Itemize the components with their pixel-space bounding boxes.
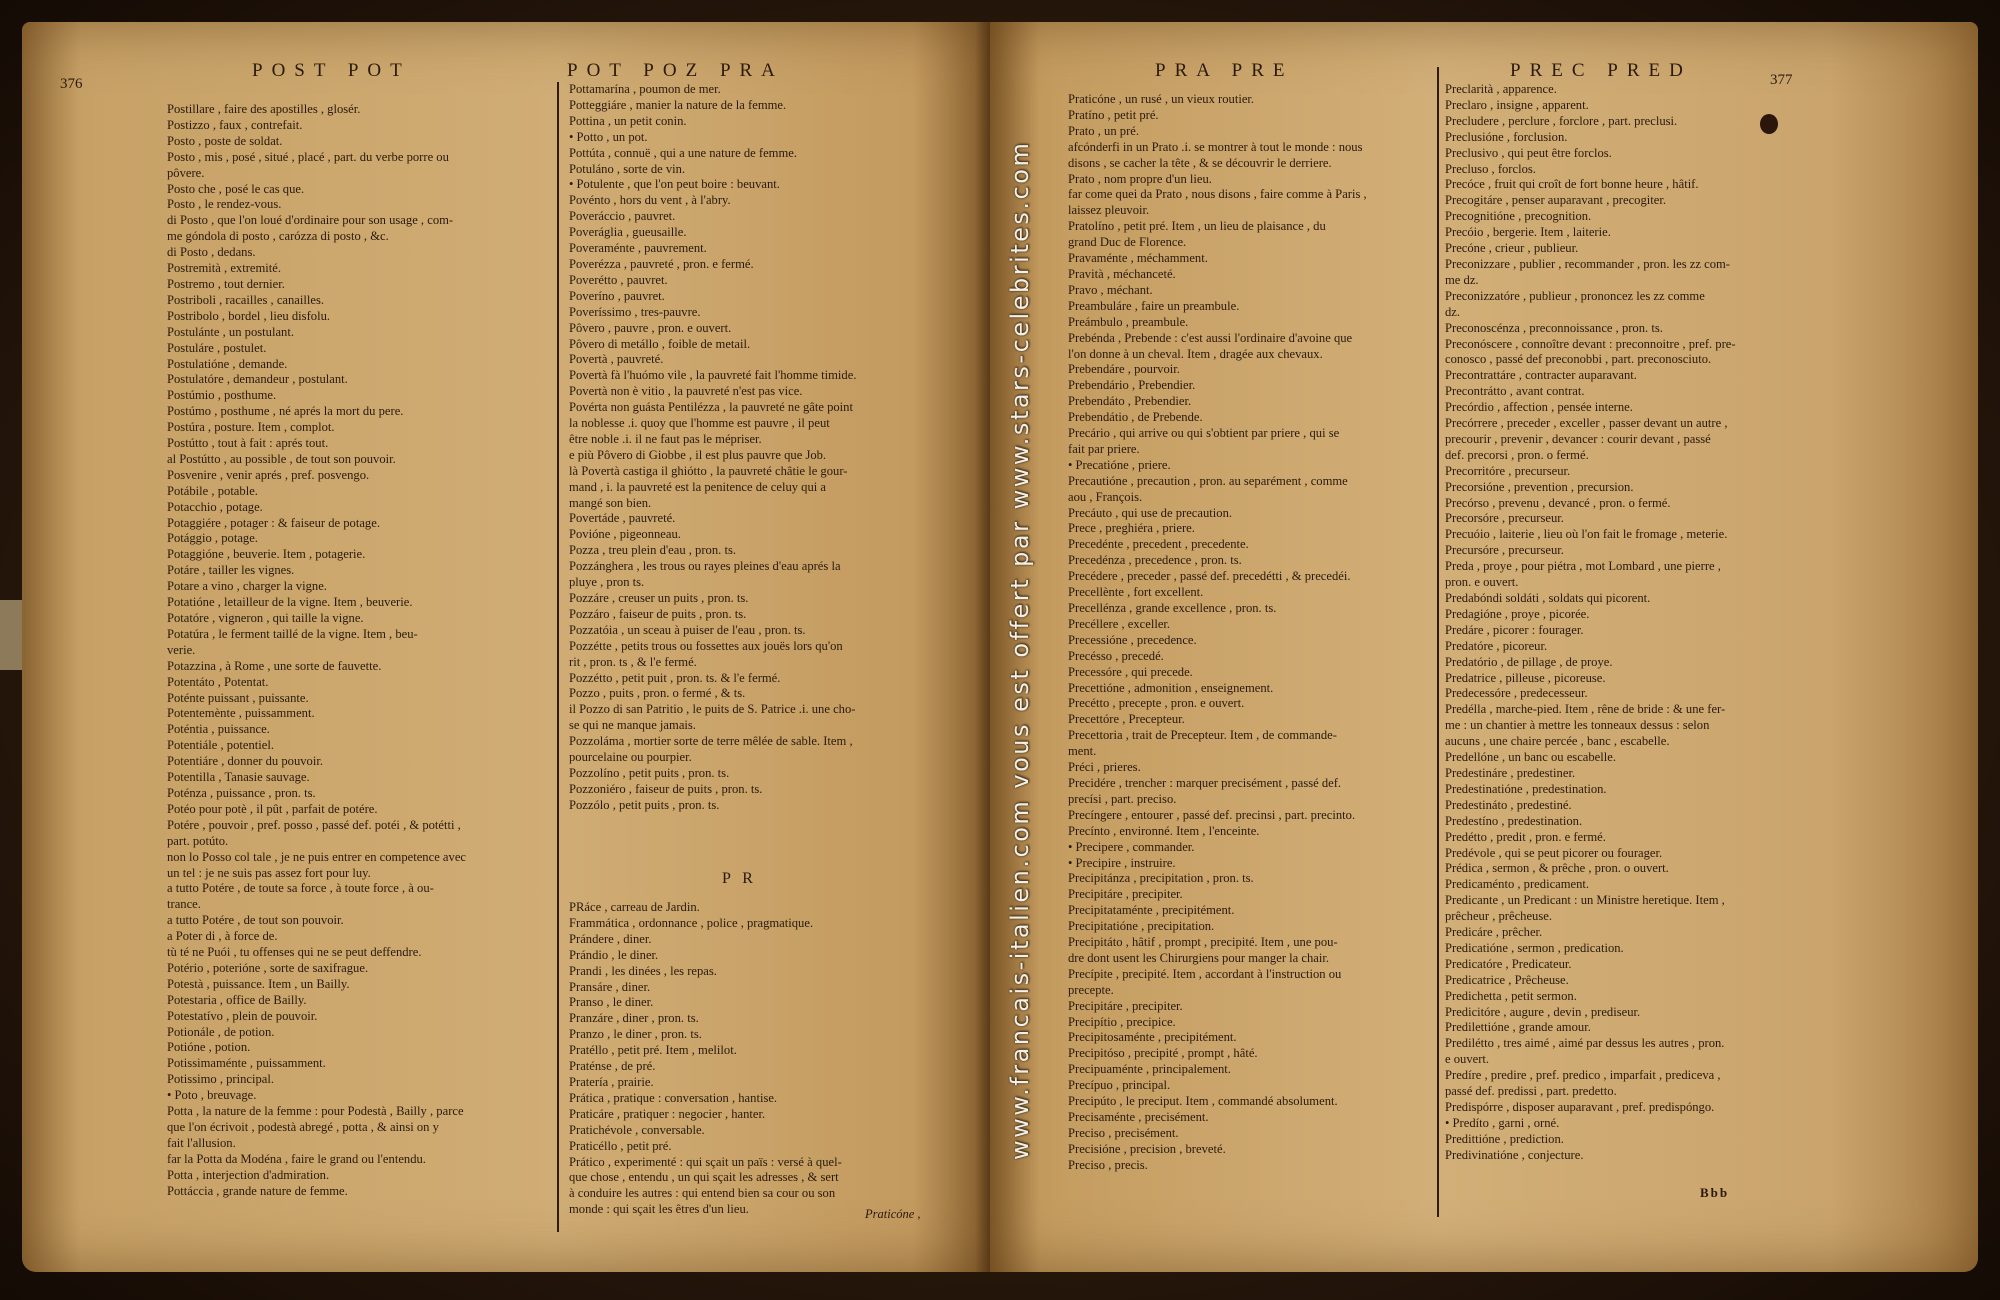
dictionary-entry: Potentiále , potentiel. — [167, 738, 275, 753]
dictionary-entry: à conduire les autres : qui entend bien sa cour ou son — [569, 1186, 836, 1201]
entries-column — [1068, 92, 1468, 1174]
dictionary-entry: Preconóscere , connoître devant : preconnoitre , pref. pre- — [1445, 336, 1736, 351]
dictionary-entry: Pozzoláma , mortier sorte de terre mêlée de sable. Item , — [569, 734, 853, 749]
running-head-right: POT POZ PRA — [567, 60, 784, 81]
dictionary-entry: Pravaménte , méchamment. — [1068, 251, 1208, 266]
dictionary-entry: a tutto Potére , de toute sa force , à toute force , à ou- — [167, 881, 434, 896]
running-head-right: PREC PRED — [1510, 60, 1692, 81]
dictionary-entry: Prático , experimenté : qui sçait un païs : versé à quel- — [569, 1154, 842, 1169]
page-number: 377 — [1770, 72, 1793, 88]
dictionary-entry: Precautióne , precaution , pron. au separément , comme — [1068, 473, 1348, 488]
dictionary-entry: Potazzina , à Rome , une sorte de fauvette. — [167, 658, 382, 673]
dictionary-entry: Predétto , predit , pron. e fermé. — [1445, 829, 1606, 844]
dictionary-entry: Potággio , potage. — [167, 531, 258, 546]
dictionary-entry: Prandi , les dinées , les repas. — [569, 963, 717, 978]
running-head-left: POST POT — [252, 60, 411, 81]
dictionary-entry: Precessóre , qui precede. — [1068, 664, 1193, 679]
dictionary-entry: Precorsióne , prevention , precursion. — [1445, 479, 1634, 494]
dictionary-entry: Predévole , qui se peut picorer ou fourager. — [1445, 845, 1663, 860]
dictionary-entry: Precésso , precedé. — [1068, 648, 1164, 663]
dictionary-entry: Predicáre , prêcher. — [1445, 925, 1543, 940]
dictionary-entry: Pratíno , petit pré. — [1068, 107, 1159, 122]
dictionary-entry: Precuóio , laiterie , lieu où l'on fait le fromage , meterie. — [1445, 527, 1728, 542]
dictionary-entry: que chose , entendu , un qui sçait les adresses , & sert — [569, 1170, 839, 1185]
dictionary-entry: Prato , un pré. — [1068, 123, 1139, 138]
dictionary-entry: Posvenire , venir aprés , pref. posvengo. — [167, 467, 370, 482]
dictionary-entry: Poveríssimo , tres-pauvre. — [569, 304, 701, 319]
dictionary-entry: monde : qui sçait les êtres d'un lieu. — [569, 1202, 749, 1217]
dictionary-entry: Precedénza , precedence , pron. ts. — [1068, 553, 1242, 568]
dictionary-entry: Precíngere , entourer , passé def. precinsi , part. precinto. — [1068, 807, 1356, 822]
dictionary-entry: Precludere , perclure , forclore , part. preclusi. — [1445, 113, 1678, 128]
dictionary-entry: Pratolíno , petit pré. Item , un lieu de plaisance , du — [1068, 219, 1326, 234]
dictionary-entry: Potéo pour potè , il pût , parfait de potére. — [167, 801, 378, 816]
dictionary-entry: aou , François. — [1068, 489, 1143, 504]
dictionary-entry: pourcelaine ou pourpier. — [569, 750, 692, 765]
dictionary-entry: Preconizzatóre , publieur , prononcez les zz comme — [1445, 288, 1705, 303]
dictionary-entry: Precípuo , principal. — [1068, 1078, 1171, 1093]
dictionary-entry: Precellènte , fort excellent. — [1068, 585, 1204, 600]
dictionary-entry: Postuláre , postulet. — [167, 340, 267, 355]
dictionary-entry: Preclusivo , qui peut être forclos. — [1445, 145, 1612, 160]
dictionary-entry: Precipítio , precipice. — [1068, 1014, 1176, 1029]
dictionary-entry: Prándio , le diner. — [569, 947, 659, 962]
dictionary-entry: Precidére , trencher : marquer precisément , passé def. — [1068, 775, 1342, 790]
dictionary-entry: Predittióne , prediction. — [1445, 1131, 1564, 1146]
dictionary-entry: Povertà fà l'huómo vile , la pauvreté fait l'homme timide. — [569, 368, 857, 383]
dictionary-entry: l'on donne à un cheval. Item , dragée aux chevaux. — [1068, 346, 1323, 361]
dictionary-entry: Predestináto , predestiné. — [1445, 797, 1572, 812]
dictionary-entry: Prándere , diner. — [569, 931, 652, 946]
dictionary-entry: me dz. — [1445, 272, 1479, 287]
dictionary-entry: Precettióne , admonition , enseignement. — [1068, 680, 1274, 695]
dictionary-entry: laissez pleuvoir. — [1068, 203, 1150, 218]
dictionary-entry: Potáre , tailler les vignes. — [167, 563, 295, 578]
dictionary-entry: Precontrattáre , contracter auparavant. — [1445, 368, 1637, 383]
dictionary-entry: Prédica , sermon , & prêche , pron. o ouvert. — [1445, 861, 1669, 876]
dictionary-entry: Pransáre , diner. — [569, 979, 651, 994]
dictionary-entry: la noblesse .i. quoy que l'homme est pauvre , il peut — [569, 416, 830, 431]
dictionary-entry: pron. e ouvert. — [1445, 575, 1519, 590]
dictionary-entry: Precipitáre , precipiter. — [1068, 887, 1183, 902]
dictionary-entry: Pratería , prairie. — [569, 1074, 654, 1089]
dictionary-entry: Predichetta , petit sermon. — [1445, 988, 1577, 1003]
dictionary-entry: • Potto , un pot. — [569, 129, 648, 144]
catchword: Praticóne , — [865, 1207, 921, 1221]
dictionary-entry: Povertà , pauvreté. — [569, 352, 664, 367]
dictionary-entry: a Poter di , à force de. — [167, 929, 278, 944]
dictionary-entry: a tutto Potére , de tout son pouvoir. — [167, 913, 344, 928]
dictionary-entry: Potentemènte , puissamment. — [167, 706, 315, 721]
dictionary-entry: Predicatrice , Prêcheuse. — [1445, 972, 1569, 987]
dictionary-entry: Precluso , forclos. — [1445, 161, 1536, 176]
dictionary-entry: Precipitáto , hâtif , prompt , precipité. Item , une pou- — [1068, 935, 1338, 950]
dictionary-entry: Precipúto , le preciput. Item , commandé absolument. — [1068, 1094, 1338, 1109]
dictionary-entry: non lo Posso col tale , je ne puis entrer en competence avec — [167, 849, 466, 864]
dictionary-entry: Potestatívo , plein de pouvoir. — [167, 1008, 318, 1023]
dictionary-entry: Precórdio , affection , pensée interne. — [1445, 400, 1633, 415]
dictionary-entry: Predestinatióne , predestination. — [1445, 781, 1607, 796]
dictionary-entry: trance. — [167, 897, 201, 912]
dictionary-entry: Potentáto , Potentat. — [167, 674, 269, 689]
dictionary-entry: Postillare , faire des apostilles , glosér. — [167, 102, 361, 116]
dictionary-entry: di Posto , dedans. — [167, 245, 256, 260]
dictionary-entry: Pozzo , puits , pron. o fermé , & ts. — [569, 686, 746, 701]
entries-column — [167, 102, 552, 1200]
dictionary-entry: Precellénza , grande excellence , pron. ts. — [1068, 601, 1277, 615]
dictionary-entry: Prebendáto , Prebendier. — [1068, 394, 1192, 409]
dictionary-entry: Prebénda , Prebende : c'est aussi l'ordinaire d'avoine que — [1068, 330, 1353, 345]
dictionary-entry: Predíre , predire , pref. predico , imparfait , prediceva , — [1445, 1068, 1721, 1083]
dictionary-entry: Predivinatióne , conjecture. — [1445, 1147, 1584, 1162]
dictionary-entry: Precípite , precipité. Item , accordant à l'instruction ou — [1068, 966, 1342, 981]
dictionary-entry: Precipitánza , precipitation , pron. ts. — [1068, 871, 1254, 886]
dictionary-entry: e ouvert. — [1445, 1052, 1490, 1067]
dictionary-entry: Precursóre , precurseur. — [1445, 543, 1564, 558]
dictionary-entry: un tel : je ne suis pas assez fort pour luy. — [167, 865, 371, 880]
dictionary-entry: dz. — [1445, 304, 1461, 319]
dictionary-entry: Potare a vino , charger la vigne. — [167, 579, 327, 594]
dictionary-entry: Preciso , precis. — [1068, 1157, 1148, 1172]
dictionary-entry: il Pozzo di san Patritio , le puits de S. Patrice .i. une cho- — [569, 702, 856, 717]
dictionary-entry: Poverézza , pauvreté , pron. e fermé. — [569, 256, 754, 271]
entries-column — [1445, 82, 1845, 1164]
dictionary-entry: Precognitióne , precognition. — [1445, 209, 1592, 224]
dictionary-entry: far come quei da Prato , nous disons , faire comme à Paris , — [1068, 187, 1367, 202]
column-rule — [1437, 67, 1439, 1217]
dictionary-entry: Posto , mis , posé , situé , placé , part. du verbe porre ou — [167, 149, 449, 164]
dictionary-entry: Preclusióne , forclusion. — [1445, 129, 1568, 144]
dictionary-entry: Posto che , posé le cas que. — [167, 181, 305, 196]
dictionary-entry: Poténte puissant , puissante. — [167, 690, 309, 705]
dictionary-entry: Precipuaménte , principalement. — [1068, 1062, 1231, 1077]
dictionary-entry: precepte. — [1068, 982, 1114, 997]
dictionary-entry: Precéllere , exceller. — [1068, 616, 1171, 631]
dictionary-entry: al Postútto , au possible , de tout son pouvoir. — [167, 451, 396, 466]
dictionary-entry: Predestíno , predestination. — [1445, 813, 1583, 828]
dictionary-entry: Pozza , treu plein d'eau , pron. ts. — [569, 543, 736, 558]
right-page — [990, 22, 1978, 1272]
dictionary-entry: Precétto , precepte , pron. e ouvert. — [1068, 696, 1245, 711]
dictionary-entry: Predilettióne , grande amour. — [1445, 1020, 1591, 1035]
dictionary-entry: verie. — [167, 642, 196, 657]
dictionary-entry: Pozzétte , petits trous ou fossettes aux jouës lors qu'on — [569, 638, 843, 653]
dictionary-entry: Postúmo , posthume , né aprés la mort du pere. — [167, 404, 404, 419]
dictionary-entry: Precedénte , precedent , precedente. — [1068, 537, 1249, 552]
dictionary-entry: Praténse , de pré. — [569, 1059, 656, 1074]
dictionary-entry: Preda , proye , pour piétra , mot Lombard , une pierre , — [1445, 559, 1721, 574]
dictionary-entry: Precipitosaménte , precipitément. — [1068, 1030, 1237, 1045]
dictionary-entry: Potissimaménte , puissamment. — [167, 1056, 326, 1071]
dictionary-entry: Potta , interjection d'admiration. — [167, 1167, 330, 1182]
dictionary-entry: Predicatióne , sermon , predication. — [1445, 940, 1624, 955]
dictionary-entry: Potatúra , le ferment taillé de la vigne. Item , beu- — [167, 626, 418, 641]
page-number: 376 — [60, 76, 83, 92]
dictionary-entry: Predestináre , predestiner. — [1445, 765, 1576, 780]
dictionary-entry: Posto , poste de soldat. — [167, 133, 283, 148]
dictionary-entry: rit , pron. ts , & l'e fermé. — [569, 654, 697, 669]
dictionary-entry: Predecessóre , predecesseur. — [1445, 686, 1588, 701]
dictionary-entry: Precórso , prevenu , devancé , pron. o fermé. — [1445, 495, 1671, 510]
dictionary-entry: me : un chantier à mettre les tonneaux dessus : selon — [1445, 718, 1710, 733]
scan-edge — [0, 600, 24, 670]
dictionary-entry: Predicitóre , augure , devin , prediseur. — [1445, 1004, 1641, 1019]
dictionary-entry: être noble .i. il ne faut pas le mépriser. — [569, 431, 762, 446]
dictionary-entry: Pravità , méchanceté. — [1068, 266, 1176, 281]
dictionary-entry: Prato , nom propre d'un lieu. — [1068, 171, 1212, 186]
dictionary-entry: Poveráglia , gueusaille. — [569, 225, 687, 240]
dictionary-entry: Predispórre , disposer auparavant , pref. predispóngo. — [1445, 1100, 1715, 1114]
section-heading: P R — [722, 870, 757, 887]
dictionary-entry: Praticáre , pratiquer : negocier , hanter. — [569, 1106, 766, 1121]
dictionary-entry: Potestà , puissance. Item , un Bailly. — [167, 976, 350, 991]
dictionary-entry: Potuláno , sorte de vin. — [569, 161, 686, 176]
dictionary-entry: Postremità , extremité. — [167, 261, 282, 276]
dictionary-entry: Precontrátto , avant contrat. — [1445, 384, 1585, 399]
dictionary-entry: Poveráccio , pauvret. — [569, 209, 676, 224]
dictionary-entry: là Povertà castiga il ghiótto , la pauvreté châtie le gour- — [569, 463, 848, 478]
dictionary-entry: pluye , pron ts. — [569, 575, 645, 590]
dictionary-entry: precísi , part. preciso. — [1068, 791, 1177, 806]
entries-column — [569, 900, 954, 1218]
dictionary-entry: Pratéllo , petit pré. Item , melilot. — [569, 1043, 737, 1058]
dictionary-entry: Pozzáro , faiseur de puits , pron. ts. — [569, 606, 747, 621]
dictionary-entry: Pozzólo , petit puits , pron. ts. — [569, 797, 720, 812]
dictionary-entry: Pranso , le diner. — [569, 995, 654, 1010]
dictionary-entry: Praticéllo , petit pré. — [569, 1138, 672, 1153]
dictionary-entry: Pratichévole , conversable. — [569, 1122, 705, 1137]
dictionary-entry: dre dont usent les Chirurgiens pour manger la chair. — [1068, 950, 1330, 965]
dictionary-entry: Préci , prieres. — [1068, 760, 1141, 775]
dictionary-entry: • Precipere , commander. — [1068, 839, 1195, 854]
dictionary-entry: Postriboli , racailles , canailles. — [167, 292, 325, 307]
dictionary-entry: Prebendáre , pourvoir. — [1068, 362, 1180, 377]
dictionary-entry: Potaggióne , beuverie. Item , potagerie. — [167, 547, 366, 562]
dictionary-entry: Preclaro , insigne , apparent. — [1445, 97, 1589, 112]
dictionary-entry: PRáce , carreau de Jardin. — [569, 900, 700, 914]
dictionary-entry: Pottamarína , poumon de mer. — [569, 82, 721, 96]
dictionary-entry: Precessióne , precedence. — [1068, 632, 1197, 647]
dictionary-entry: Pravo , méchant. — [1068, 282, 1153, 297]
dictionary-entry: Pozzáre , creuser un puits , pron. ts. — [569, 591, 749, 605]
dictionary-entry: Preámbulo , preambule. — [1068, 314, 1189, 329]
dictionary-entry: Potestaria , office de Bailly. — [167, 992, 307, 1007]
dictionary-entry: Potatóre , vigneron , qui taille la vigne. — [167, 611, 364, 625]
dictionary-entry: Povertà non è vitio , la pauvreté n'est pas vice. — [569, 384, 803, 399]
dictionary-entry: Postulánte , un postulant. — [167, 324, 294, 339]
dictionary-entry: fait l'allusion. — [167, 1135, 236, 1150]
dictionary-entry: Povérta non guásta Pentilézza , la pauvreté ne gâte point — [569, 400, 853, 415]
dictionary-entry: Predélla , marche-pied. Item , rêne de bride : & une fer- — [1445, 702, 1726, 717]
dictionary-entry: Precipitáre , precipiter. — [1068, 998, 1183, 1013]
dictionary-entry: disons , se cacher la tête , & se découvrir le derriere. — [1068, 155, 1332, 170]
dictionary-entry: pôvere. — [167, 165, 205, 180]
dictionary-entry: Preclarità , apparence. — [1445, 82, 1557, 96]
dictionary-entry: Potére , pouvoir , pref. posso , passé def. potéi , & potétti , — [167, 817, 461, 832]
dictionary-entry: Postribolo , bordel , lieu disfolu. — [167, 308, 331, 323]
dictionary-entry: • Precipire , instruire. — [1068, 855, 1176, 870]
dictionary-entry: Precóce , fruit qui croît de fort bonne heure , hâtif. — [1445, 177, 1699, 192]
dictionary-entry: Potaggiére , potager : & faiseur de potage. — [167, 515, 380, 530]
dictionary-entry: Postúra , posture. Item , complot. — [167, 420, 335, 435]
dictionary-entry: Povertáde , pauvreté. — [569, 511, 676, 526]
dictionary-entry: Pozzatóia , un sceau à puiser de l'eau , pron. ts. — [569, 622, 806, 637]
dictionary-entry: Postúmio , posthume. — [167, 388, 277, 403]
dictionary-entry: Predabóndi soldáti , soldats qui picorent. — [1445, 591, 1651, 605]
dictionary-entry: Pôvero , pauvre , pron. e ouvert. — [569, 320, 732, 335]
dictionary-entry: Predilétto , tres aimé , aimé par dessus les autres , pron. — [1445, 1036, 1725, 1051]
dictionary-entry: se qui ne manque jamais. — [569, 718, 696, 733]
dictionary-entry: Postremo , tout dernier. — [167, 276, 285, 291]
dictionary-entry: Precipitóso , precipité , prompt , hâté. — [1068, 1046, 1258, 1061]
dictionary-entry: Potta , la nature de la femme : pour Podestà , Bailly , parce — [167, 1104, 464, 1119]
dictionary-entry: Pottáccia , grande nature de femme. — [167, 1183, 348, 1198]
dictionary-entry: Precáuto , qui use de precaution. — [1068, 505, 1233, 520]
dictionary-entry: def. precorsi , pron. o fermé. — [1445, 447, 1589, 462]
dictionary-entry: Postulatióne , demande. — [167, 356, 288, 371]
dictionary-entry: Precisaménte , precisément. — [1068, 1110, 1209, 1124]
dictionary-entry: Povénto , hors du vent , à l'abry. — [569, 193, 731, 208]
dictionary-entry: Posto , le rendez-vous. — [167, 197, 282, 212]
dictionary-entry: que l'on écrivoit , podestà abregé , potta , & ainsi on y — [167, 1120, 439, 1134]
dictionary-entry: Pottúta , connuë , qui a une nature de femme. — [569, 145, 798, 160]
dictionary-entry: Precédere , preceder , passé def. precedétti , & precedéi. — [1068, 569, 1351, 584]
dictionary-entry: Prática , pratique : conversation , hantise. — [569, 1090, 778, 1105]
dictionary-entry: Precipitataménte , precipitément. — [1068, 903, 1235, 918]
dictionary-entry: Predatório , de pillage , de proye. — [1445, 654, 1613, 669]
dictionary-entry: Potionále , de potion. — [167, 1024, 275, 1039]
left-page — [22, 22, 990, 1272]
dictionary-entry: Potentilla , Tanasie sauvage. — [167, 770, 310, 785]
dictionary-entry: fait par priere. — [1068, 441, 1140, 456]
dictionary-entry: Frammática , ordonnance , police , pragmatique. — [569, 915, 814, 930]
entries-column — [569, 82, 954, 814]
dictionary-entry: e più Pôvero di Giobbe , il est plus pauvre que Job. — [569, 447, 827, 462]
dictionary-entry: Postulatóre , demandeur , postulant. — [167, 372, 348, 387]
dictionary-entry: Precórrere , preceder , exceller , passer devant un autre , — [1445, 416, 1728, 431]
running-head-left: PRA PRE — [1155, 60, 1294, 81]
watermark-text: www.francais-italien.com vous est offert par www.stars-celebrites.com — [1006, 140, 1034, 1160]
dictionary-entry: Precorsóre , precurseur. — [1445, 511, 1564, 526]
dictionary-entry: • Precatióne , priere. — [1068, 457, 1171, 472]
dictionary-entry: prêcheur , prêcheuse. — [1445, 909, 1552, 924]
dictionary-entry: Poveraménte , pauvrement. — [569, 241, 707, 256]
dictionary-entry: part. potúto. — [167, 833, 229, 848]
dictionary-entry: Precário , qui arrive ou qui s'obtient par priere , qui se — [1068, 426, 1340, 441]
dictionary-entry: Preciso , precisément. — [1068, 1125, 1179, 1140]
dictionary-entry: Povióne , pigeonneau. — [569, 527, 681, 542]
dictionary-entry: mand , i. la pauvreté est la penitence de celuy qui a — [569, 479, 827, 494]
dictionary-entry: tù té ne Puói , tu offenses qui ne se peut deffendre. — [167, 945, 422, 960]
dictionary-entry: me góndola di posto , carózza di posto , &c. — [167, 229, 389, 244]
dictionary-entry: Potatióne , letailleur de la vigne. Item , beuverie. — [167, 595, 413, 610]
dictionary-entry: Precettóre , Precepteur. — [1068, 712, 1185, 727]
dictionary-entry: Potério , poterióne , sorte de saxifrague. — [167, 960, 369, 975]
dictionary-entry: Precogitáre , penser auparavant , precogiter. — [1445, 193, 1666, 208]
dictionary-entry: Precipitatióne , precipitation. — [1068, 919, 1215, 934]
dictionary-entry: Precóio , bergerie. Item , laiterie. — [1445, 225, 1611, 240]
dictionary-entry: Pozzétto , petit puit , pron. ts. & l'e fermé. — [569, 670, 781, 685]
dictionary-entry: Pozzánghera , les trous ou rayes pleines d'eau aprés la — [569, 559, 841, 574]
column-rule — [557, 82, 559, 1232]
dictionary-entry: Potentiáre , donner du pouvoir. — [167, 754, 323, 769]
dictionary-entry: Poverétto , pauvret. — [569, 272, 668, 287]
dictionary-entry: Potissimo , principal. — [167, 1072, 275, 1087]
dictionary-entry: Poveríno , pauvret. — [569, 288, 665, 303]
dictionary-entry: Potábile , potable. — [167, 483, 258, 498]
signature-mark: Bbb — [1700, 1185, 1730, 1200]
dictionary-entry: Predellóne , un banc ou escabelle. — [1445, 750, 1616, 765]
dictionary-entry: Potacchio , potage. — [167, 499, 263, 514]
dictionary-entry: grand Duc de Florence. — [1068, 235, 1187, 250]
dictionary-entry: • Potulente , que l'on peut boire : beuvant. — [569, 177, 780, 192]
dictionary-entry: Pranzo , le diner , pron. ts. — [569, 1027, 702, 1042]
dictionary-entry: aucuns , une chaire percée , banc , escabelle. — [1445, 734, 1670, 749]
dictionary-entry: conosco , passé def preconobbi , part. preconosciuto. — [1445, 352, 1712, 367]
dictionary-entry: afcónderfi in un Prato .i. se montrer à tout le monde : nous — [1068, 139, 1363, 154]
dictionary-entry: Potióne , potion. — [167, 1040, 251, 1055]
dictionary-entry: Predicante , un Predicant : un Ministre heretique. Item , — [1445, 893, 1725, 908]
dictionary-entry: Pôvero di metállo , foible de metail. — [569, 336, 751, 351]
dictionary-entry: Poténtia , puissance. — [167, 722, 270, 737]
dictionary-entry: Preambuláre , faire un preambule. — [1068, 298, 1240, 313]
dictionary-entry: Predagióne , proye , picorée. — [1445, 606, 1590, 621]
dictionary-entry: Praticóne , un rusé , un vieux routier. — [1068, 92, 1255, 106]
dictionary-entry: Precisióne , precision , breveté. — [1068, 1141, 1226, 1156]
dictionary-entry: Preconoscénza , preconnoissance , pron. ts. — [1445, 320, 1663, 335]
dictionary-entry: Precorritóre , precurseur. — [1445, 463, 1571, 478]
dictionary-entry: Precínto , environné. Item , l'enceinte. — [1068, 823, 1260, 838]
dictionary-entry: passé def. predissi , part. predetto. — [1445, 1084, 1617, 1099]
dictionary-entry: Precóne , crieur , publieur. — [1445, 241, 1579, 256]
dictionary-entry: di Posto , que l'on loué d'ordinaire pour son usage , com- — [167, 213, 454, 228]
dictionary-entry: Predatóre , picoreur. — [1445, 638, 1548, 653]
dictionary-entry: Poténza , puissance , pron. ts. — [167, 785, 316, 800]
dictionary-entry: Predáre , picorer : fourager. — [1445, 622, 1584, 637]
dictionary-entry: Predicaménto , predicament. — [1445, 877, 1590, 892]
dictionary-entry: Predatrice , pilleuse , picoreuse. — [1445, 670, 1606, 685]
dictionary-entry: Pozzoniéro , faiseur de puits , pron. ts. — [569, 781, 763, 796]
dictionary-entry: Precettoria , trait de Precepteur. Item , de commande- — [1068, 728, 1337, 743]
dictionary-entry: Prebendário , Prebendier. — [1068, 378, 1196, 393]
dictionary-entry: • Predíto , garni , orné. — [1445, 1115, 1560, 1130]
ink-stain — [1760, 114, 1778, 134]
dictionary-entry: • Poto , breuvage. — [167, 1088, 257, 1103]
dictionary-entry: Pottina , un petit conin. — [569, 113, 687, 128]
dictionary-entry: Postútto , tout à fait : aprés tout. — [167, 436, 329, 451]
dictionary-entry: mangé son bien. — [569, 495, 652, 510]
dictionary-entry: Postizzo , faux , contrefait. — [167, 117, 303, 132]
dictionary-entry: Predicatóre , Predicateur. — [1445, 956, 1572, 971]
dictionary-entry: precourir , prevenir , devancer : courir devant , passé — [1445, 431, 1711, 446]
dictionary-entry: Prece , preghiéra , priere. — [1068, 521, 1195, 536]
dictionary-entry: far la Potta da Modéna , faire le grand ou l'entendu. — [167, 1151, 426, 1166]
dictionary-entry: Pranzáre , diner , pron. ts. — [569, 1011, 699, 1026]
dictionary-entry: Preconizzare , publier , recommander , pron. les zz com- — [1445, 256, 1730, 271]
dictionary-entry: ment. — [1068, 744, 1097, 759]
dictionary-entry: Potteggiáre , manier la nature de la femme. — [569, 97, 787, 112]
dictionary-entry: Prebendátio , de Prebende. — [1068, 410, 1203, 425]
dictionary-entry: Pozzolíno , petit puits , pron. ts. — [569, 765, 730, 780]
